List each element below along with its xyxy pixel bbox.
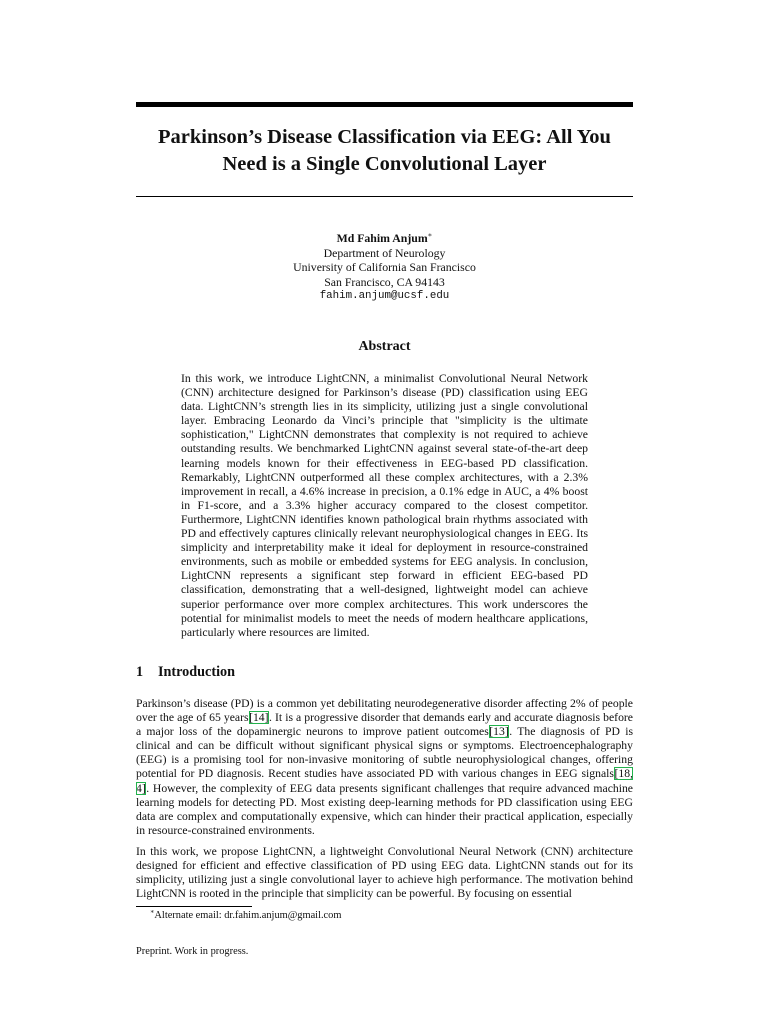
author-name: Md Fahim Anjum∗ [336,231,433,245]
footnote-text: Alternate email: dr.fahim.anjum@gmail.com [154,910,342,921]
title-top-rule [136,102,633,107]
title-bottom-rule [136,196,633,197]
section-number: 1 [136,664,144,680]
footnote [150,909,341,922]
footnote-mark: ∗ [150,908,155,916]
paper-title: Parkinson’s Disease Classification via EEG: All You Need is a Single Convolutional Layer [158,126,611,175]
citation-link[interactable]: [13] [489,725,509,739]
abstract-heading: Abstract [358,339,411,354]
author-block [136,231,633,304]
footnote-rule [136,906,252,907]
abstract-text: In this work, we introduce LightCNN, a minimalist Convolutional Neural Network (CNN) architecture designed for Parkinson’s disease (PD) classification using EEG data. LightCNN’s strength lies in its simplicity, utilizing just a single convolutional layer. Embracing Leonardo da Vinci’s principle that "simplicity is the ultimate sophistication," LightCNN demonstrates that complexity is not required to achieve outstanding results. We benchmarked LightCNN against several state-of-the-art deep learning models known for their effectiveness in EEG-based PD classification. Remarkably, LightCNN outperformed all these complex architectures, with a 2.3% improvement in recall, a 4.6% increase in precision, a 0.1% edge in AUC, a 4% boost in F1-score, and a 3.3% higher accuracy compared to the closest competitor. Furthermore, LightCNN identifies known pathological brain rhythms associated with PD and effectively captures clinically relevant neurophysiological changes in EEG. Its simplicity and interpretability make it ideal for deployment in resource-constrained environments, such as mobile or embedded systems for EEG analysis. In conclusion, LightCNN represents a significant step forward in efficient EEG-based PD classification, demonstrating that a well-designed, lightweight model can achieve superior performance over more complex architectures. This work underscores the potential for minimalist models to meet the needs of modern healthcare applications, particularly where resources are limited. [181,372,588,639]
introduction-paragraph-2: In this work, we propose LightCNN, a lightweight Convolutional Neural Network (CNN) architecture designed for efficient and effective classification of PD using EEG data. LightCNN stands out for its simplicity, utilizing just a single convolutional layer to achieve high performance. The motivation behind LightCNN is rooted in the principle that simplicity can be powerful. By focusing on essential [136,845,633,901]
citation-link[interactable]: [18, 4] [136,767,633,795]
citation-link[interactable]: [14] [249,711,269,725]
author-location: San Francisco, CA 94143 [324,274,445,289]
section-heading-introduction [136,664,235,681]
introduction-paragraph-1: Parkinson’s disease (PD) is a common yet debilitating neurodegenerative disorder affecting 2% of people over the age of 65 years[14]. It is a progressive disorder that demands early and accurate diagnosis before a major loss of the dopaminergic neurons to improve patient outcomes[13]. The diagnosis of PD is clinical and can be difficult without significant physical signs or symptoms. Electroencephalography (EEG) is a promising tool for non-invasive monitoring of subtle neurophysiological changes, offering potential for PD diagnosis. Recent studies have associated PD with various changes in EEG signals[18, 4]. However, the complexity of EEG data presents significant challenges that require advanced machine learning models for detecting PD. Most existing deep-learning methods for PD classification using EEG data are complex and computationally expensive, which can hinder their practical application, especially in resource-constrained environments. [136,697,633,837]
section-heading-text: Introduction [158,664,235,680]
author-institution: University of California San Francisco [293,260,476,274]
author-department: Department of Neurology [323,245,446,260]
author-email[interactable]: fahim.anjum@ucsf.edu [319,290,450,302]
author-footnote-mark: ∗ [427,231,433,240]
preprint-note: Preprint. Work in progress. [136,946,249,957]
